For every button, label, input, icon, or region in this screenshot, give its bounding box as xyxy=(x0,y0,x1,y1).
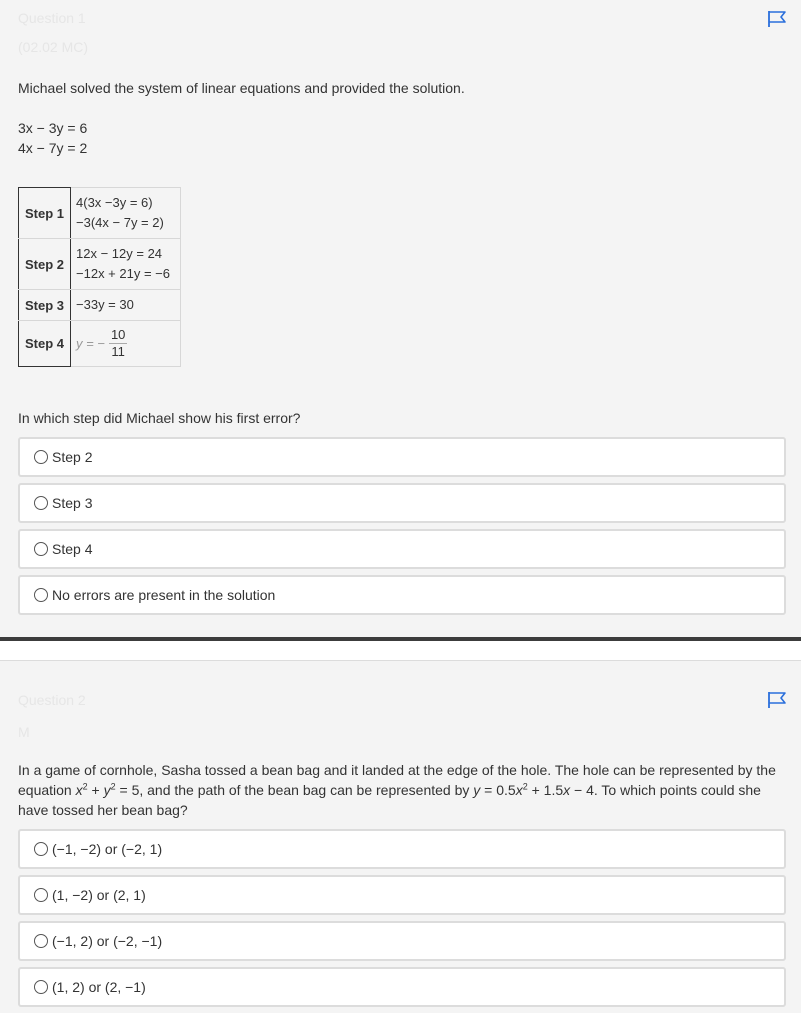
var-x: x xyxy=(563,782,571,798)
choice-label: No errors are present in the solution xyxy=(52,587,276,603)
var-y: y xyxy=(103,782,111,798)
choice-label: Step 3 xyxy=(52,495,93,511)
exponent: 2 xyxy=(522,781,528,792)
prompt-text: = 5, and the path of the bean bag can be represented by xyxy=(115,782,474,798)
prompt-text: In a game of cornhole, Sasha tossed a bean bag and it landed at the edge of the hole. The hole can be represented by the equation xyxy=(18,762,776,798)
choice-label: Step 4 xyxy=(52,541,93,557)
answer-choice-step-3[interactable] xyxy=(18,483,786,523)
prompt-text: + xyxy=(87,782,104,798)
question-prompt: Michael solved the system of linear equations and provided the solution. xyxy=(18,80,465,96)
step-line: 12x − 12y = 24 xyxy=(76,246,163,261)
question-2-panel xyxy=(0,662,801,1013)
question-code: M xyxy=(18,724,30,740)
step-content xyxy=(71,290,181,321)
prompt-text: + 1.5 xyxy=(527,782,564,798)
step-label: Step 2 xyxy=(19,239,71,290)
step-label: Step 1 xyxy=(19,188,71,239)
radio-button-icon[interactable] xyxy=(34,496,48,510)
step-row xyxy=(19,188,181,239)
choice-label: (1, 2) or (2, −1) xyxy=(52,979,146,995)
step-label: Step 3 xyxy=(19,290,71,321)
step-row xyxy=(19,321,181,367)
answer-choice-1[interactable] xyxy=(18,829,786,869)
step-line: −3(4x − 7y = 2) xyxy=(76,215,164,230)
radio-button-icon[interactable] xyxy=(34,980,48,994)
fraction-numerator: 10 xyxy=(110,327,126,342)
step-row xyxy=(19,290,181,321)
answer-choice-3[interactable] xyxy=(18,921,786,961)
var-x: x xyxy=(515,782,523,798)
step-line: −12x + 21y = −6 xyxy=(76,266,170,281)
radio-button-icon[interactable] xyxy=(34,934,48,948)
radio-button-icon[interactable] xyxy=(34,588,48,602)
flag-icon[interactable] xyxy=(767,10,787,28)
answer-choice-step-2[interactable] xyxy=(18,437,786,477)
prompt-text: − 4. To which points could she have tossed her bean bag? xyxy=(18,782,761,818)
exponent: 2 xyxy=(82,781,88,792)
step-content xyxy=(71,321,181,367)
answer-choice-step-4[interactable] xyxy=(18,529,786,569)
fraction xyxy=(109,327,127,360)
solution-steps-table xyxy=(18,187,181,367)
answer-choice-2[interactable] xyxy=(18,875,786,915)
section-gap xyxy=(0,641,801,661)
fraction-denominator: 11 xyxy=(111,344,125,359)
choice-label: (−1, 2) or (−2, −1) xyxy=(52,933,163,949)
choice-label: (−1, −2) or (−2, 1) xyxy=(52,841,163,857)
step-row xyxy=(19,239,181,290)
radio-button-icon[interactable] xyxy=(34,542,48,556)
equation-2: 4x − 7y = 2 xyxy=(18,140,88,156)
step-4-y-label: y = − xyxy=(76,336,105,351)
step-line: 4(3x −3y = 6) xyxy=(76,195,153,210)
step-content xyxy=(71,188,181,239)
choice-label: (1, −2) or (2, 1) xyxy=(52,887,146,903)
flag-icon[interactable] xyxy=(767,691,787,709)
step-content xyxy=(71,239,181,290)
step-line: −33y = 30 xyxy=(76,297,134,312)
question-number: Question 1 xyxy=(18,10,86,26)
answer-choice-no-errors[interactable] xyxy=(18,575,786,615)
answer-choice-4[interactable] xyxy=(18,967,786,1007)
question-number: Question 2 xyxy=(18,692,86,708)
equation-1: 3x − 3y = 6 xyxy=(18,120,88,136)
radio-button-icon[interactable] xyxy=(34,888,48,902)
question-code: (02.02 MC) xyxy=(18,39,89,55)
var-x: x xyxy=(75,782,83,798)
step-label: Step 4 xyxy=(19,321,71,367)
prompt-text: = 0.5 xyxy=(480,782,516,798)
radio-button-icon[interactable] xyxy=(34,842,48,856)
choice-label: Step 2 xyxy=(52,449,93,465)
question-text: In which step did Michael show his first error? xyxy=(18,410,301,426)
var-y: y xyxy=(473,782,481,798)
exponent: 2 xyxy=(110,781,116,792)
question-prompt xyxy=(18,760,788,820)
radio-button-icon[interactable] xyxy=(34,450,48,464)
